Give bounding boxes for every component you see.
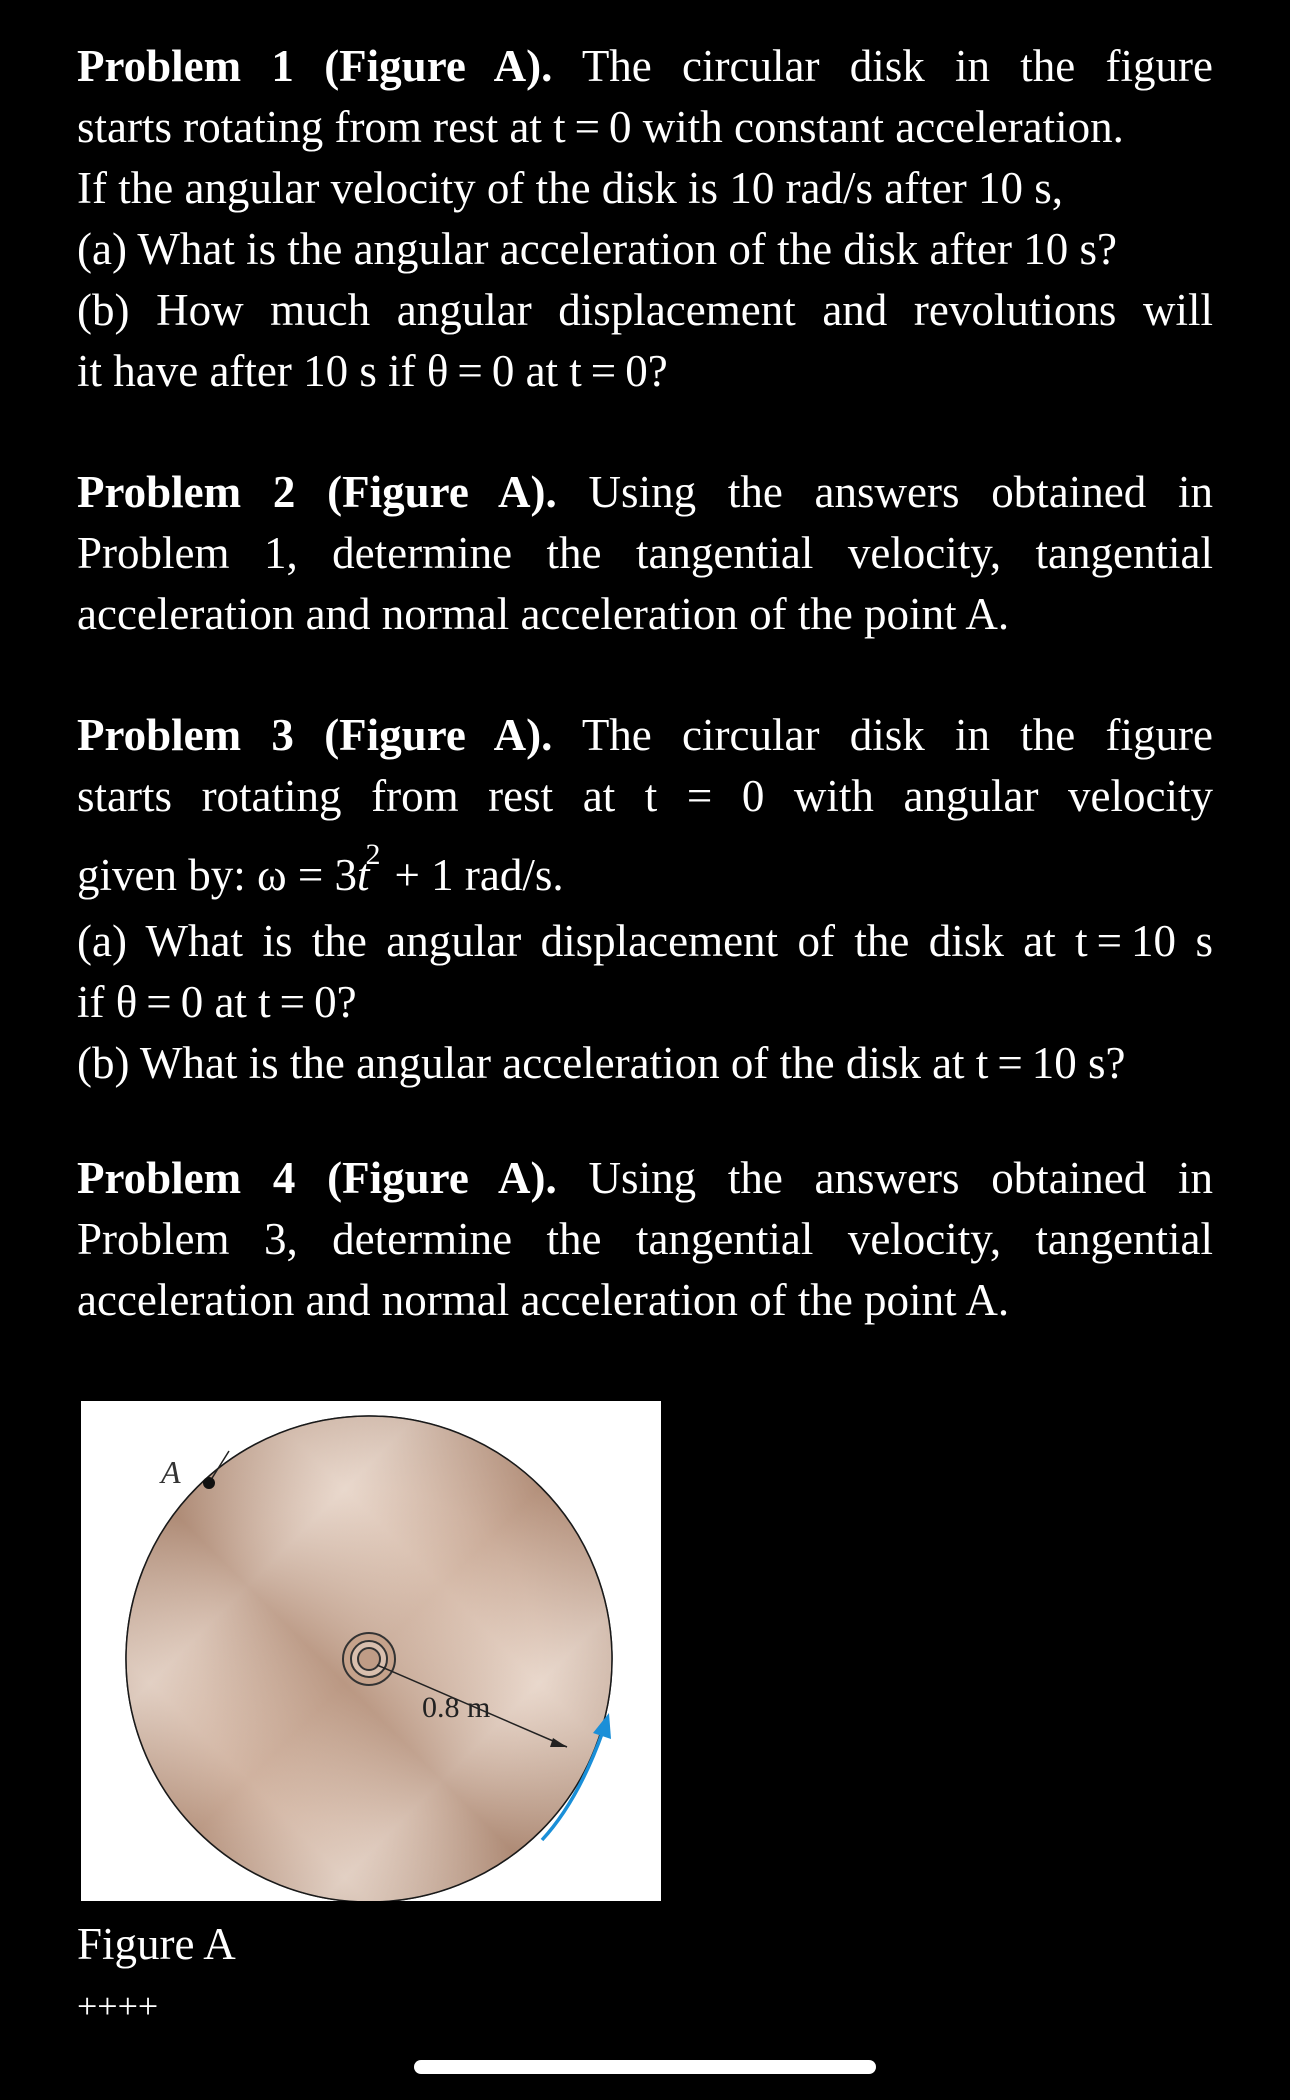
problem-3-part-a: (a) What is the angular displacement of the disk at t = 10 s — [77, 916, 1213, 966]
problem-1 — [77, 36, 1213, 402]
equation-exponent: 2 — [365, 838, 381, 871]
problem-3-line-5: if θ = 0 at t = 0? — [77, 977, 357, 1027]
problem-1-heading: Problem 1 (Figure A). — [77, 41, 553, 91]
problem-2-line-1: Problem 2 (Figure A). Using the answers obtained in — [77, 467, 1213, 517]
point-a-label: A — [161, 1454, 181, 1490]
problem-4 — [77, 1148, 1213, 1331]
problem-4-line-3: acceleration and normal acceleration of the point A. — [77, 1275, 1010, 1325]
problem-3-heading: Problem 3 (Figure A). — [77, 710, 553, 760]
footer-plus-marks: ++++ — [77, 1986, 159, 2026]
problem-1-line-6: it have after 10 s if θ = 0 at t = 0? — [77, 346, 668, 396]
problem-2 — [77, 462, 1213, 645]
problem-2-heading: Problem 2 (Figure A). — [77, 467, 557, 517]
problem-2-line-2: Problem 1, determine the tangential velocity, tangential — [77, 528, 1213, 578]
problem-1-line-3: If the angular velocity of the disk is 10 rad/s after 10 s, — [77, 163, 1063, 213]
problem-1-part-b: (b) How much angular displacement and revolutions will — [77, 285, 1213, 335]
problem-3-line-1: Problem 3 (Figure A). The circular disk in the figure — [77, 710, 1213, 760]
hub — [343, 1633, 395, 1685]
problem-4-line-2: Problem 3, determine the tangential velocity, tangential — [77, 1214, 1213, 1264]
problem-4-line-1: Problem 4 (Figure A). Using the answers obtained in — [77, 1153, 1213, 1203]
disk-svg — [81, 1401, 661, 1901]
problem-1-part-a: (a) What is the angular acceleration of the disk after 10 s? — [77, 224, 1117, 274]
problem-1-line-2: starts rotating from rest at t = 0 with constant acceleration. — [77, 102, 1124, 152]
problem-3 — [77, 705, 1213, 1094]
angular-velocity-equation: given by: $\omega = 3t^2 + 1$ rad/s. — [77, 838, 564, 900]
problem-1-line-1: Problem 1 (Figure A). The circular disk in the figure — [77, 41, 1213, 91]
problem-3-part-b: (b) What is the angular acceleration of the disk at t = 10 s? — [77, 1038, 1126, 1088]
home-indicator-bar[interactable] — [414, 2060, 876, 2074]
problem-4-heading: Problem 4 (Figure A). — [77, 1153, 557, 1203]
figure-a-disk-diagram — [81, 1401, 661, 1901]
problem-2-line-3: acceleration and normal acceleration of the point A. — [77, 589, 1010, 639]
equation-variable-t: t — [356, 850, 370, 900]
problem-3-line-2: starts rotating from rest at t = 0 with angular velocity — [77, 771, 1213, 821]
radius-label: 0.8 m — [422, 1691, 491, 1724]
figure-caption: Figure A — [77, 1919, 236, 1969]
point-a-dot — [203, 1477, 215, 1489]
